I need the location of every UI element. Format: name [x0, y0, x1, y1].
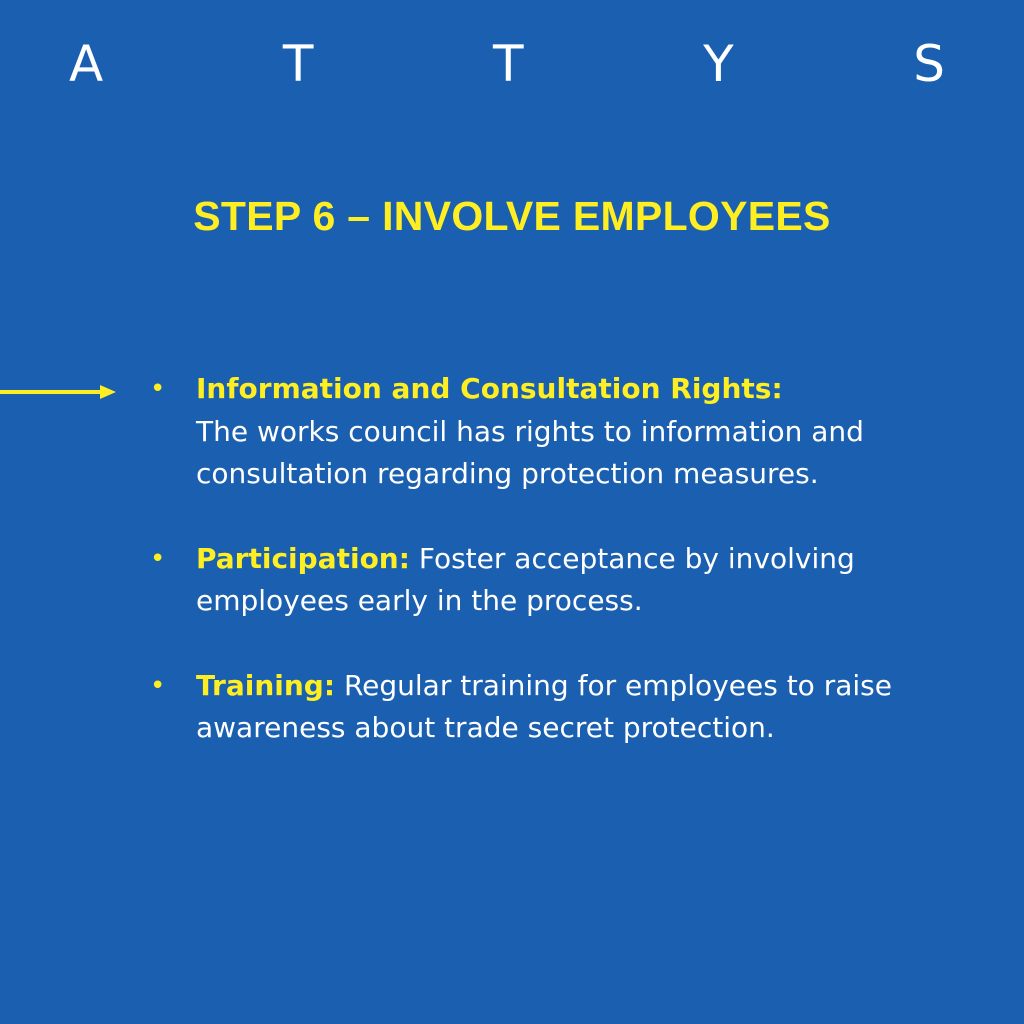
bullet-text: Foster acceptance by involving employees early in the process.	[196, 541, 855, 617]
arrow-right-icon	[0, 382, 120, 402]
bullet-list	[150, 368, 916, 750]
list-item	[150, 665, 916, 750]
bullet-text: The works council has rights to information and consultation regarding protection measures.	[196, 414, 864, 490]
brand-letter: T	[492, 35, 524, 93]
brand-letter: T	[282, 35, 314, 93]
list-item	[150, 368, 916, 496]
brand-letter: A	[69, 35, 104, 93]
bullet-text: Regular training for employees to raise awareness about trade secret protection.	[196, 668, 892, 744]
bullet-dot-icon: •	[150, 374, 166, 404]
slide-title: STEP 6 – INVOLVE EMPLOYEES	[193, 193, 831, 239]
brand-letter: S	[913, 35, 945, 93]
brand-letter: Y	[703, 35, 734, 93]
bullet-dot-icon: •	[150, 670, 166, 701]
bullet-term: Training:	[196, 668, 336, 702]
list-item	[150, 538, 916, 623]
bullet-dot-icon: •	[150, 543, 166, 574]
bullet-term: Information and Consultation Rights:	[196, 372, 783, 405]
bullet-term: Participation:	[196, 541, 410, 575]
brand-logo	[69, 35, 945, 93]
